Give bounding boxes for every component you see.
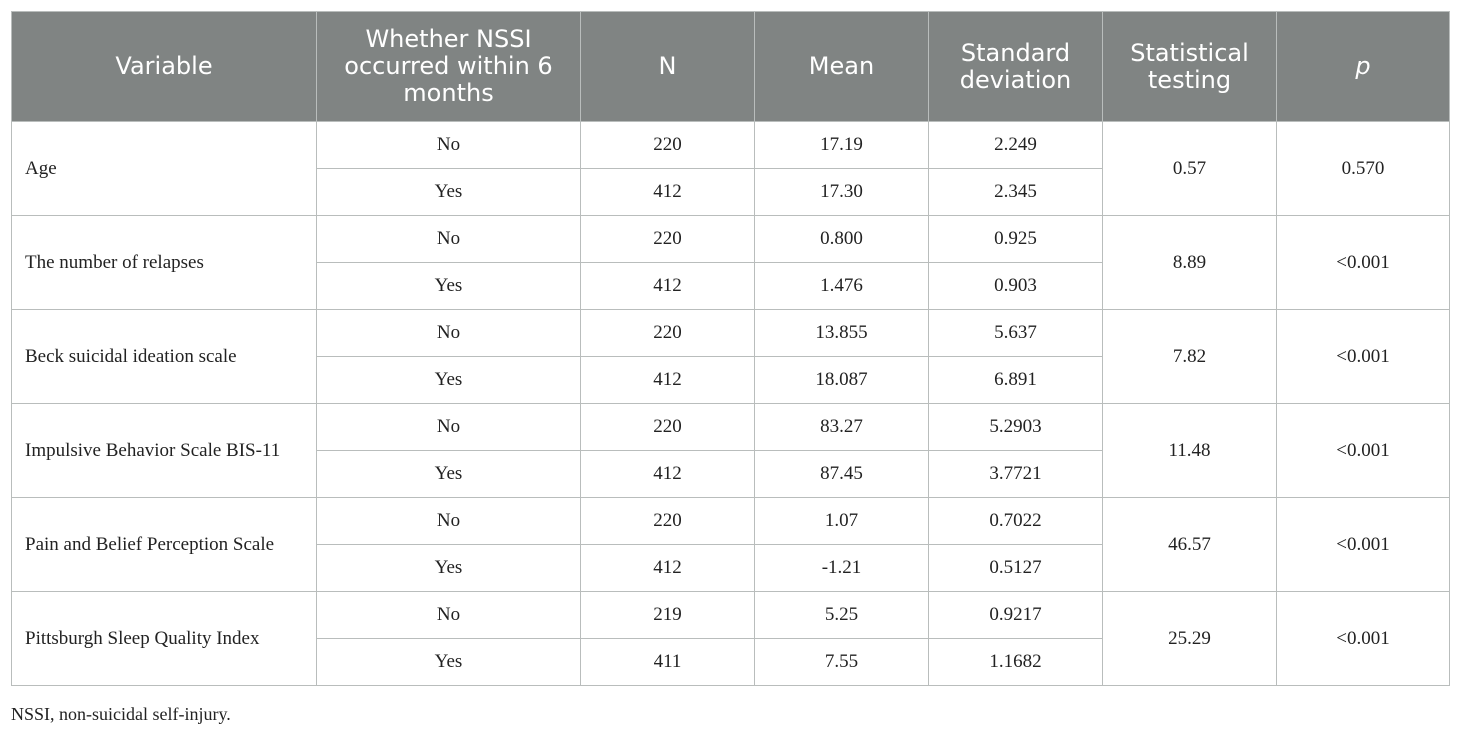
table-header <box>12 12 1450 122</box>
sd-cell: 0.925 <box>929 216 1103 263</box>
statistic-cell: 7.82 <box>1103 310 1277 404</box>
mean-cell: 83.27 <box>755 404 929 451</box>
p-value-cell: <0.001 <box>1277 310 1450 404</box>
variable-cell: Pittsburgh Sleep Quality Index <box>12 592 317 686</box>
variable-cell: The number of relapses <box>12 216 317 310</box>
table-footnote: NSSI, non-suicidal self-injury. <box>11 704 231 724</box>
nssi-cell: No <box>317 216 581 263</box>
sd-cell: 5.2903 <box>929 404 1103 451</box>
mean-cell: 1.476 <box>755 263 929 310</box>
mean-cell: 13.855 <box>755 310 929 357</box>
sd-cell: 3.7721 <box>929 451 1103 498</box>
p-value-cell: <0.001 <box>1277 404 1450 498</box>
variable-cell: Pain and Belief Perception Scale <box>12 498 317 592</box>
n-cell: 220 <box>581 310 755 357</box>
mean-cell: 17.30 <box>755 169 929 216</box>
nssi-cell: Yes <box>317 451 581 498</box>
sd-cell: 6.891 <box>929 357 1103 404</box>
n-cell: 220 <box>581 404 755 451</box>
header-variable: Variable <box>12 12 317 122</box>
table-row <box>12 122 1450 169</box>
n-cell: 412 <box>581 169 755 216</box>
nssi-cell: Yes <box>317 545 581 592</box>
table-row <box>12 404 1450 451</box>
header-standard-deviation: Standard deviation <box>929 12 1103 122</box>
n-cell: 412 <box>581 263 755 310</box>
nssi-cell: No <box>317 592 581 639</box>
n-cell: 411 <box>581 639 755 686</box>
header-statistical-testing: Statistical testing <box>1103 12 1277 122</box>
p-value-cell: <0.001 <box>1277 498 1450 592</box>
n-cell: 412 <box>581 545 755 592</box>
n-cell: 219 <box>581 592 755 639</box>
mean-cell: 7.55 <box>755 639 929 686</box>
results-table-container <box>11 11 1449 686</box>
sd-cell: 1.1682 <box>929 639 1103 686</box>
nssi-cell: Yes <box>317 169 581 216</box>
n-cell: 220 <box>581 216 755 263</box>
header-mean: Mean <box>755 12 929 122</box>
header-p-value: p <box>1277 12 1450 122</box>
sd-cell: 0.903 <box>929 263 1103 310</box>
nssi-cell: No <box>317 122 581 169</box>
sd-cell: 5.637 <box>929 310 1103 357</box>
variable-cell: Beck suicidal ideation scale <box>12 310 317 404</box>
table-row <box>12 216 1450 263</box>
nssi-cell: No <box>317 404 581 451</box>
sd-cell: 0.9217 <box>929 592 1103 639</box>
statistic-cell: 46.57 <box>1103 498 1277 592</box>
header-n: N <box>581 12 755 122</box>
n-cell: 412 <box>581 451 755 498</box>
nssi-cell: Yes <box>317 639 581 686</box>
statistic-cell: 25.29 <box>1103 592 1277 686</box>
variable-cell: Impulsive Behavior Scale BIS-11 <box>12 404 317 498</box>
sd-cell: 2.249 <box>929 122 1103 169</box>
table-row <box>12 498 1450 545</box>
table-row <box>12 310 1450 357</box>
statistic-cell: 0.57 <box>1103 122 1277 216</box>
mean-cell: 5.25 <box>755 592 929 639</box>
variable-cell: Age <box>12 122 317 216</box>
mean-cell: 17.19 <box>755 122 929 169</box>
mean-cell: 0.800 <box>755 216 929 263</box>
sd-cell: 0.5127 <box>929 545 1103 592</box>
header-row <box>12 12 1450 122</box>
mean-cell: -1.21 <box>755 545 929 592</box>
mean-cell: 1.07 <box>755 498 929 545</box>
nssi-cell: No <box>317 310 581 357</box>
p-value-cell: <0.001 <box>1277 592 1450 686</box>
nssi-cell: No <box>317 498 581 545</box>
sd-cell: 0.7022 <box>929 498 1103 545</box>
n-cell: 220 <box>581 122 755 169</box>
sd-cell: 2.345 <box>929 169 1103 216</box>
mean-cell: 18.087 <box>755 357 929 404</box>
mean-cell: 87.45 <box>755 451 929 498</box>
statistic-cell: 11.48 <box>1103 404 1277 498</box>
statistic-cell: 8.89 <box>1103 216 1277 310</box>
p-value-cell: 0.570 <box>1277 122 1450 216</box>
results-table <box>11 11 1450 686</box>
n-cell: 220 <box>581 498 755 545</box>
nssi-cell: Yes <box>317 263 581 310</box>
header-nssi-occurrence: Whether NSSI occurred within 6 months <box>317 12 581 122</box>
n-cell: 412 <box>581 357 755 404</box>
nssi-cell: Yes <box>317 357 581 404</box>
table-body <box>12 122 1450 686</box>
table-row <box>12 592 1450 639</box>
p-value-cell: <0.001 <box>1277 216 1450 310</box>
